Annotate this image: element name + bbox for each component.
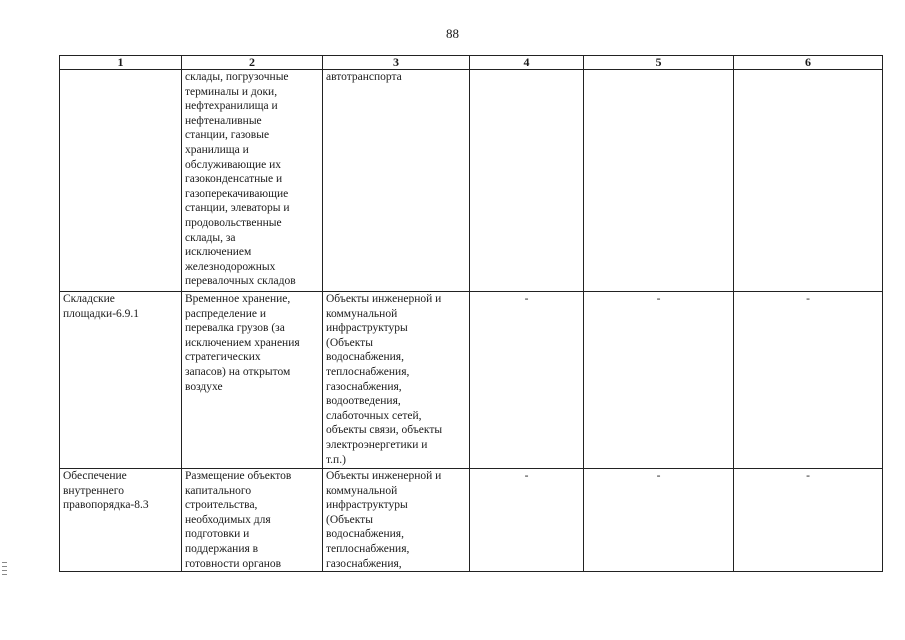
table-row (60, 469, 883, 572)
cell-col-6: - (734, 292, 883, 469)
cell-col-5: - (584, 292, 734, 469)
cell-use-description: Временное хранение, распределение и перевалка грузов (за исключением хранения стратегических запасов) на открытом воздухе (182, 292, 323, 469)
page-number: 88 (446, 26, 459, 41)
cell-use-name: Обеспечение внутреннего правопорядка-8.3 (60, 469, 182, 572)
header-row (60, 56, 883, 70)
table-row (60, 292, 883, 469)
scan-margin-mark (2, 562, 7, 578)
table-row (60, 70, 883, 292)
header-col-4: 4 (470, 56, 584, 70)
header-col-1: 1 (60, 56, 182, 70)
header-col-2: 2 (182, 56, 323, 70)
header-col-3: 3 (323, 56, 470, 70)
cell-use-name (60, 70, 182, 292)
cell-col-5: - (584, 469, 734, 572)
header-col-5: 5 (584, 56, 734, 70)
cell-auxiliary-objects: Объекты инженерной и коммунальной инфраструктуры (Объекты водоснабжения, теплоснабжения, газоснабжения, водоотведения, слаботочных сетей, объекты связи, объекты электроэнергетики и т.п.) (323, 292, 470, 469)
zoning-table (59, 55, 883, 572)
cell-col-4: - (470, 292, 584, 469)
cell-use-description: Размещение объектов капитального строительства, необходимых для подготовки и поддержания в готовности органов (182, 469, 323, 572)
cell-col-4 (470, 70, 584, 292)
header-col-6: 6 (734, 56, 883, 70)
cell-col-5 (584, 70, 734, 292)
cell-auxiliary-objects: автотранспорта (323, 70, 470, 292)
cell-col-6 (734, 70, 883, 292)
cell-use-name: Складские площадки-6.9.1 (60, 292, 182, 469)
cell-auxiliary-objects: Объекты инженерной и коммунальной инфраструктуры (Объекты водоснабжения, теплоснабжения, газоснабжения, (323, 469, 470, 572)
cell-col-4: - (470, 469, 584, 572)
cell-use-description: склады, погрузочные терминалы и доки, нефтехранилища и нефтеналивные станции, газовые хранилища и обслуживающие их газоконденсатные и газоперекачивающие станции, элеваторы и продовольственные склады, за исключением железнодорожных перевалочных складов (182, 70, 323, 292)
cell-col-6: - (734, 469, 883, 572)
